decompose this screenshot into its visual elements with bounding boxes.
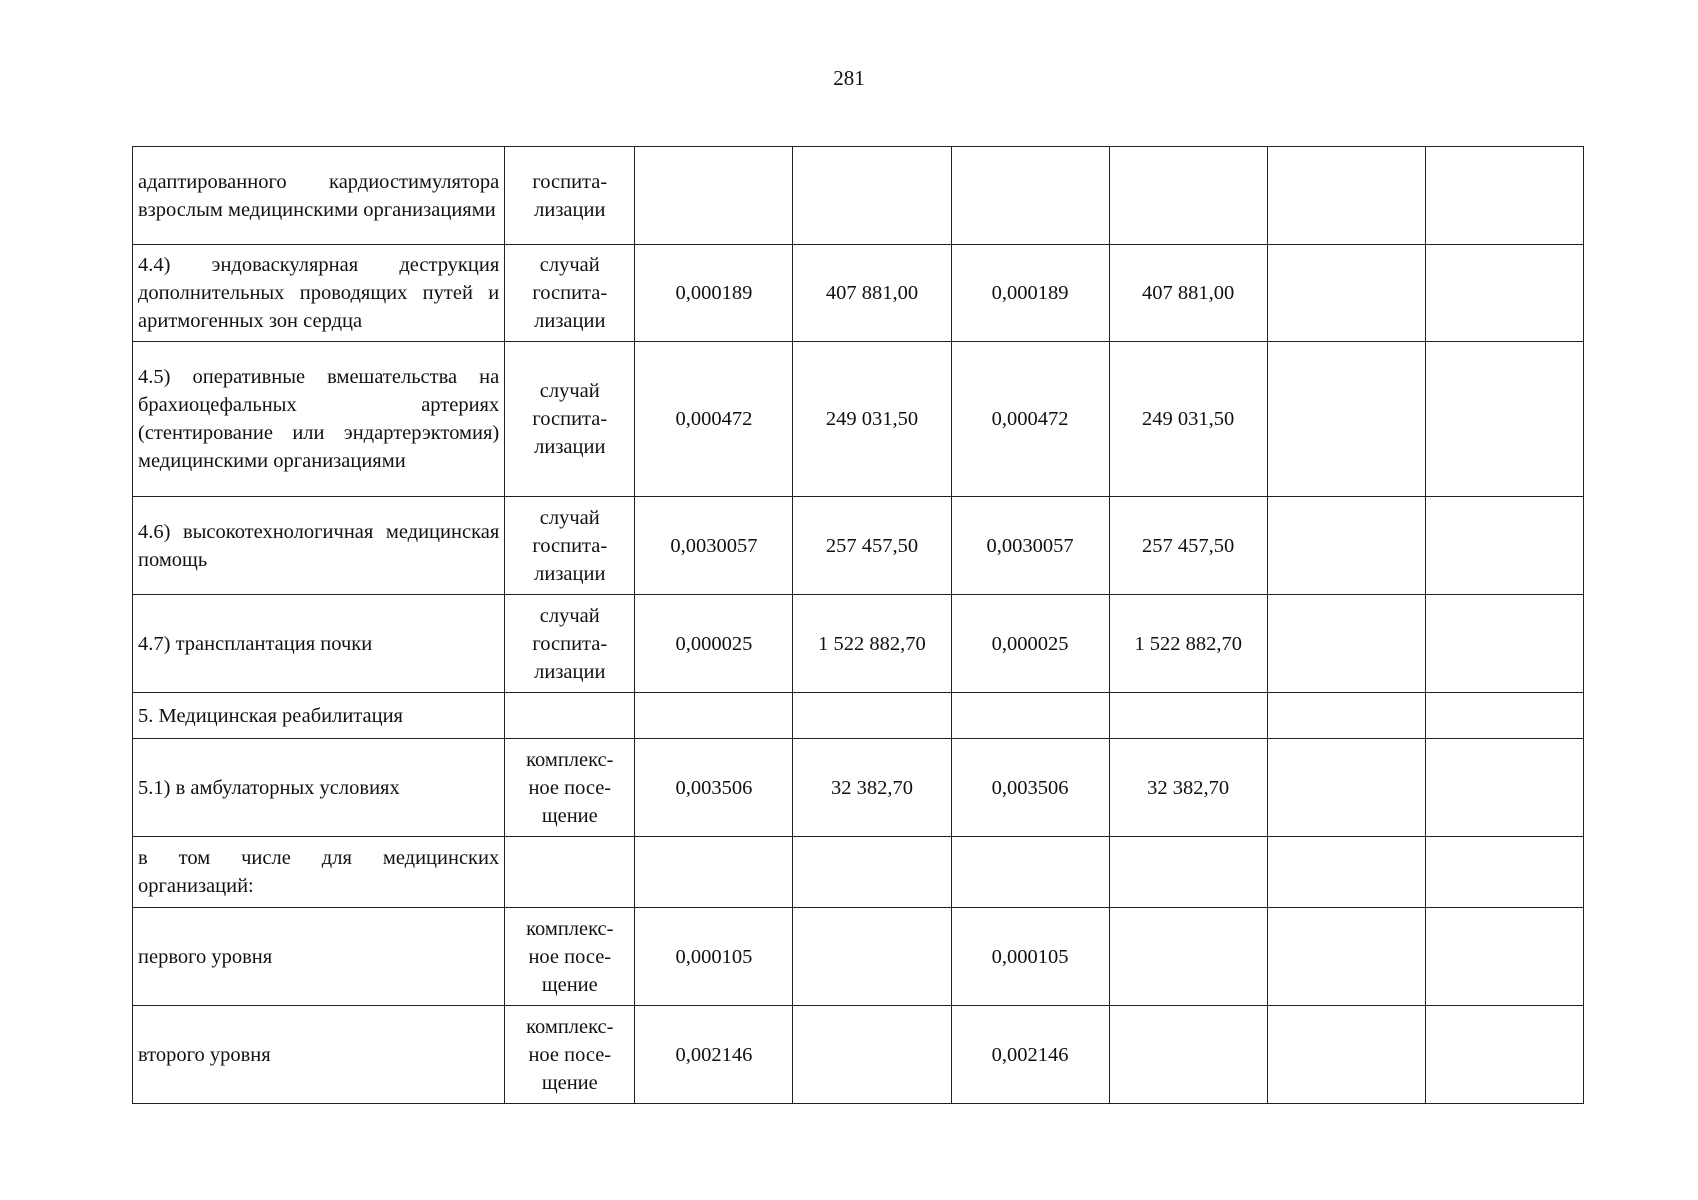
empty-cell-2 bbox=[1425, 1006, 1583, 1104]
rates-table bbox=[132, 146, 1584, 1104]
rate-cell-1 bbox=[635, 837, 793, 908]
service-name-cell: 4.5) оперативные вмешательства на брахиоцефальных артериях (стентирование или эндартерэктомия) медицинскими организациями bbox=[133, 342, 505, 497]
rate-cell-1: 0,003506 bbox=[635, 739, 793, 837]
unit-cell: комплекс- ное посе- щение bbox=[505, 739, 635, 837]
cost-cell-1 bbox=[793, 837, 951, 908]
cost-cell-1: 257 457,50 bbox=[793, 497, 951, 595]
cost-cell-2: 257 457,50 bbox=[1109, 497, 1267, 595]
rate-cell-2: 0,000472 bbox=[951, 342, 1109, 497]
unit-cell bbox=[505, 693, 635, 739]
service-name-cell: 4.4) эндоваскулярная деструкция дополнительных проводящих путей и аритмогенных зон сердца bbox=[133, 245, 505, 342]
unit-cell: случай госпита- лизации bbox=[505, 342, 635, 497]
empty-cell-1 bbox=[1267, 837, 1425, 908]
rate-cell-1: 0,0030057 bbox=[635, 497, 793, 595]
unit-cell: случай госпита- лизации bbox=[505, 245, 635, 342]
empty-cell-1 bbox=[1267, 908, 1425, 1006]
rate-cell-1: 0,000189 bbox=[635, 245, 793, 342]
rate-cell-2: 0,000105 bbox=[951, 908, 1109, 1006]
cost-cell-1 bbox=[793, 693, 951, 739]
cost-cell-2: 249 031,50 bbox=[1109, 342, 1267, 497]
table-row bbox=[133, 1006, 1584, 1104]
rate-cell-2: 0,000025 bbox=[951, 595, 1109, 693]
rate-cell-1: 0,000025 bbox=[635, 595, 793, 693]
service-name-cell: первого уровня bbox=[133, 908, 505, 1006]
empty-cell-2 bbox=[1425, 342, 1583, 497]
rate-cell-1 bbox=[635, 147, 793, 245]
empty-cell-2 bbox=[1425, 147, 1583, 245]
service-name-cell: второго уровня bbox=[133, 1006, 505, 1104]
empty-cell-1 bbox=[1267, 342, 1425, 497]
service-name-cell: 5.1) в амбулаторных условиях bbox=[133, 739, 505, 837]
cost-cell-2 bbox=[1109, 693, 1267, 739]
service-name-cell: в том числе для медицинских организаций: bbox=[133, 837, 505, 908]
empty-cell-2 bbox=[1425, 497, 1583, 595]
table-body bbox=[133, 147, 1584, 1104]
empty-cell-2 bbox=[1425, 693, 1583, 739]
table-row bbox=[133, 908, 1584, 1006]
cost-cell-2: 32 382,70 bbox=[1109, 739, 1267, 837]
service-name-cell: 4.7) трансплантация почки bbox=[133, 595, 505, 693]
table-row bbox=[133, 342, 1584, 497]
page-number: 281 bbox=[833, 66, 865, 90]
table-row bbox=[133, 245, 1584, 342]
rate-cell-1: 0,000105 bbox=[635, 908, 793, 1006]
empty-cell-1 bbox=[1267, 245, 1425, 342]
table-row bbox=[133, 739, 1584, 837]
unit-cell: госпита- лизации bbox=[505, 147, 635, 245]
unit-cell: случай госпита- лизации bbox=[505, 595, 635, 693]
rate-cell-2: 0,002146 bbox=[951, 1006, 1109, 1104]
rate-cell-2: 0,0030057 bbox=[951, 497, 1109, 595]
empty-cell-2 bbox=[1425, 837, 1583, 908]
table-row bbox=[133, 497, 1584, 595]
empty-cell-1 bbox=[1267, 595, 1425, 693]
cost-cell-1: 407 881,00 bbox=[793, 245, 951, 342]
table-row bbox=[133, 837, 1584, 908]
empty-cell-2 bbox=[1425, 595, 1583, 693]
table-row bbox=[133, 595, 1584, 693]
table-row bbox=[133, 147, 1584, 245]
empty-cell-1 bbox=[1267, 147, 1425, 245]
empty-cell-1 bbox=[1267, 739, 1425, 837]
empty-cell-2 bbox=[1425, 908, 1583, 1006]
table-row bbox=[133, 693, 1584, 739]
cost-cell-1: 249 031,50 bbox=[793, 342, 951, 497]
rate-cell-1: 0,002146 bbox=[635, 1006, 793, 1104]
service-name-cell: адаптированного кардиостимулятора взрослым медицинскими организациями bbox=[133, 147, 505, 245]
cost-cell-1 bbox=[793, 1006, 951, 1104]
cost-cell-1: 1 522 882,70 bbox=[793, 595, 951, 693]
cost-cell-1 bbox=[793, 908, 951, 1006]
rate-cell-2: 0,000189 bbox=[951, 245, 1109, 342]
cost-cell-2: 1 522 882,70 bbox=[1109, 595, 1267, 693]
service-name-cell: 5. Медицинская реабилитация bbox=[133, 693, 505, 739]
empty-cell-1 bbox=[1267, 497, 1425, 595]
cost-cell-2: 407 881,00 bbox=[1109, 245, 1267, 342]
empty-cell-1 bbox=[1267, 693, 1425, 739]
cost-cell-2 bbox=[1109, 837, 1267, 908]
unit-cell: комплекс- ное посе- щение bbox=[505, 908, 635, 1006]
unit-cell: случай госпита- лизации bbox=[505, 497, 635, 595]
cost-cell-2 bbox=[1109, 908, 1267, 1006]
empty-cell-2 bbox=[1425, 245, 1583, 342]
service-name-cell: 4.6) высокотехнологичная медицинская помощь bbox=[133, 497, 505, 595]
unit-cell: комплекс- ное посе- щение bbox=[505, 1006, 635, 1104]
cost-cell-2 bbox=[1109, 147, 1267, 245]
rate-cell-2 bbox=[951, 837, 1109, 908]
rate-cell-1 bbox=[635, 693, 793, 739]
cost-cell-2 bbox=[1109, 1006, 1267, 1104]
rate-cell-2: 0,003506 bbox=[951, 739, 1109, 837]
rate-cell-2 bbox=[951, 693, 1109, 739]
unit-cell bbox=[505, 837, 635, 908]
rate-cell-1: 0,000472 bbox=[635, 342, 793, 497]
cost-cell-1: 32 382,70 bbox=[793, 739, 951, 837]
empty-cell-2 bbox=[1425, 739, 1583, 837]
cost-cell-1 bbox=[793, 147, 951, 245]
empty-cell-1 bbox=[1267, 1006, 1425, 1104]
rate-cell-2 bbox=[951, 147, 1109, 245]
